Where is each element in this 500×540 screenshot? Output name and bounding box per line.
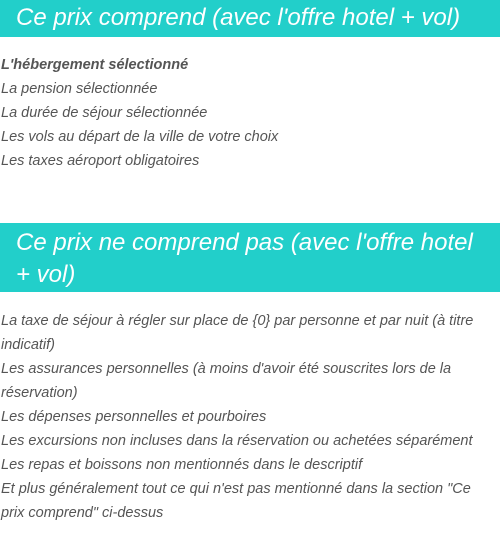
excluded-item-personal-expenses: Les dépenses personnelles et pourboires	[1, 409, 267, 425]
excluded-item-general: Et plus généralement tout ce qui n'est pas mentionné dans la section "Ce prix comprend" ci-dessus	[1, 481, 471, 521]
included-item-board: La pension sélectionnée	[1, 81, 158, 97]
included-title: Ce prix comprend (avec l'offre hotel + vol)	[0, 0, 500, 37]
excluded-item-excursions: Les excursions non incluses dans la réservation ou achetées séparément	[1, 433, 473, 449]
included-list	[0, 53, 500, 173]
excluded-section	[0, 223, 500, 525]
excluded-list	[0, 309, 500, 525]
included-item-airport-taxes: Les taxes aéroport obligatoires	[1, 153, 200, 169]
excluded-item-meals: Les repas et boissons non mentionnés dans le descriptif	[1, 457, 363, 473]
excluded-item-tourist-tax: La taxe de séjour à régler sur place de {0} par personne et par nuit (à titre indicatif)	[1, 313, 474, 353]
excluded-title: Ce prix ne comprend pas (avec l'offre hotel + vol)	[0, 223, 500, 292]
included-item-accommodation: L'hébergement sélectionné	[1, 57, 189, 73]
included-item-duration: La durée de séjour sélectionnée	[1, 105, 208, 121]
excluded-item-insurance: Les assurances personnelles (à moins d'avoir été souscrites lors de la réservation)	[1, 361, 452, 401]
included-item-flights: Les vols au départ de la ville de votre choix	[1, 129, 279, 145]
included-section	[0, 0, 500, 173]
